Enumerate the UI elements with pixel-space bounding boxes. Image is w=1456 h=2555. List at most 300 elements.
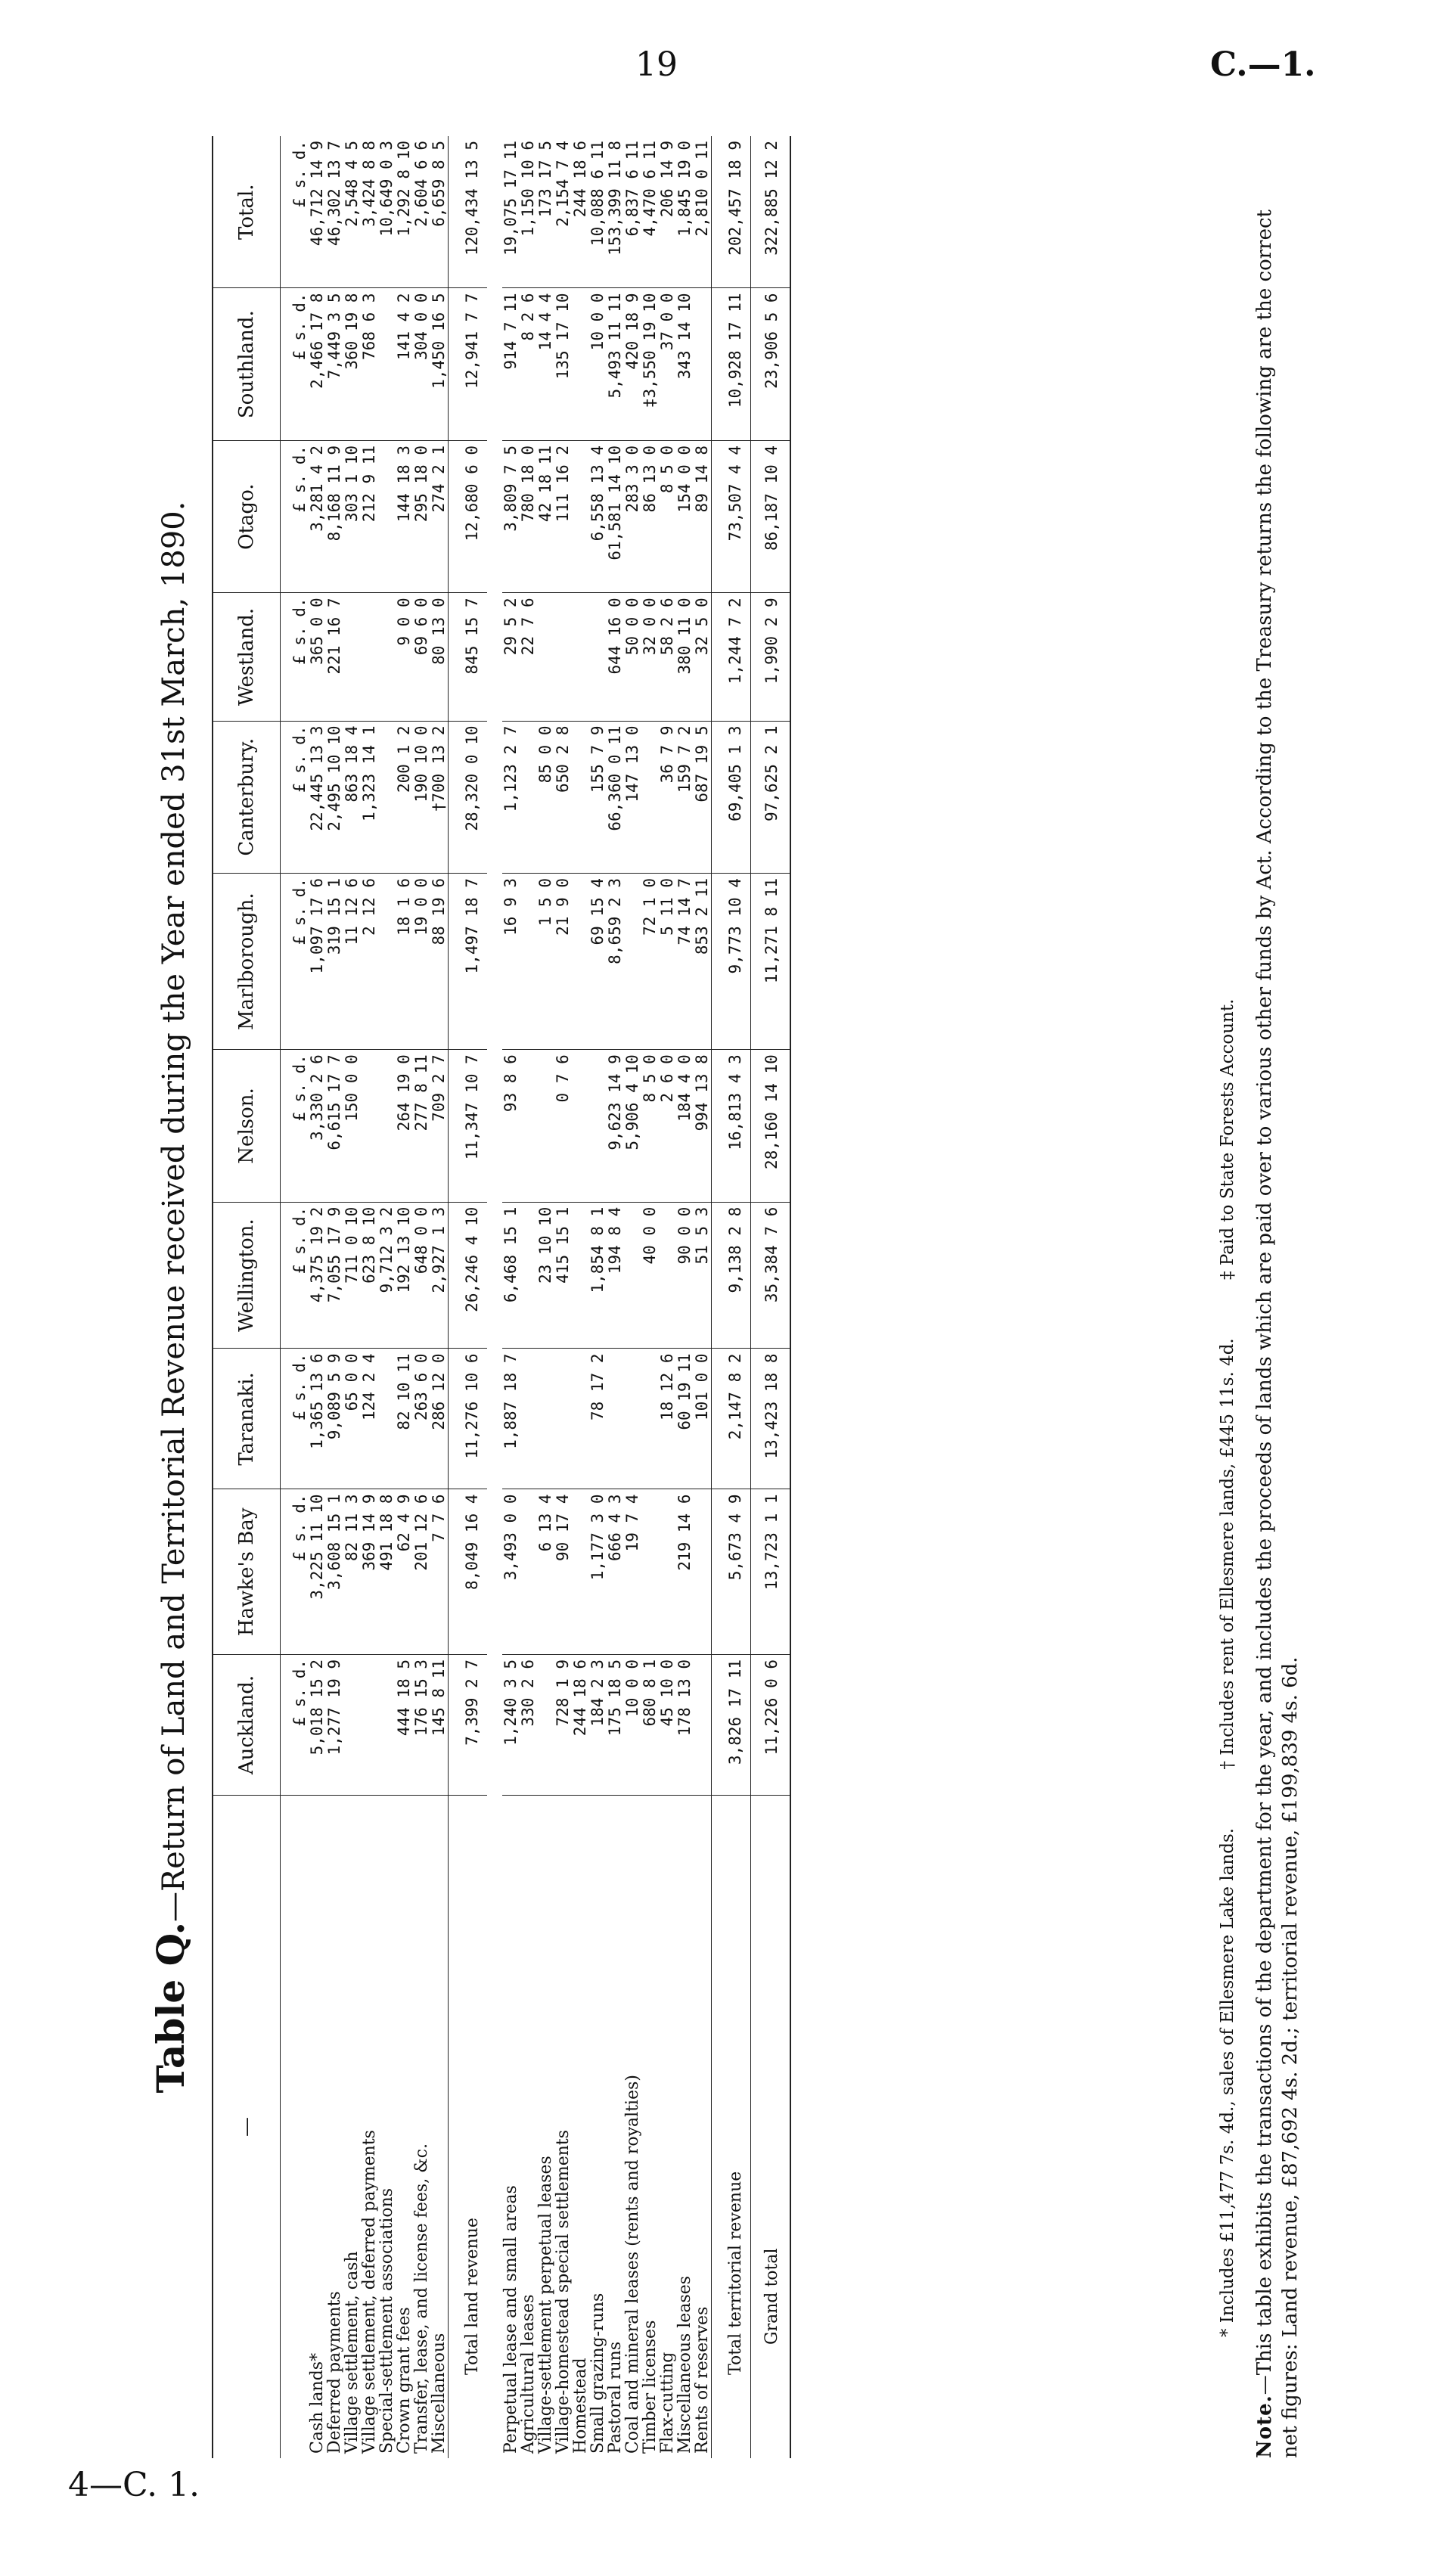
footnote-state-forests: ‡ Paid to State Forests Account. bbox=[1218, 998, 1237, 1280]
footnote-ellesmere-sales: * Includes £11,477 7s. 4d., sales of Ellesmere Lake lands. bbox=[1218, 1827, 1237, 2337]
value-cell: 51 5 3 bbox=[694, 1202, 712, 1349]
value-cell: 221 16 7 bbox=[326, 593, 343, 721]
value-cell bbox=[589, 1050, 607, 1202]
row-label: Total land revenue bbox=[449, 1796, 488, 2459]
value-cell: 16,813 4 3 bbox=[712, 1050, 751, 1202]
row-label: Miscellaneous bbox=[430, 2333, 449, 2454]
value-cell bbox=[378, 440, 396, 592]
value-cell bbox=[572, 440, 589, 592]
value-cell: 780 18 0 bbox=[520, 440, 537, 592]
value-cell: 93 8 6 bbox=[502, 1050, 520, 1202]
value-cell bbox=[694, 288, 712, 440]
row-label: Grand total bbox=[751, 1796, 791, 2459]
value-cell: 21 9 0 bbox=[554, 874, 572, 1050]
value-cell: 62 4 9 bbox=[396, 1489, 413, 1654]
value-cell: 2,154 7 4 bbox=[554, 136, 572, 288]
value-cell: 111 16 2 bbox=[554, 440, 572, 592]
value-cell bbox=[607, 1349, 624, 1489]
value-cell: 13,423 18 8 bbox=[751, 1349, 791, 1489]
value-cell: 10 0 0 bbox=[589, 288, 607, 440]
value-cell: 12,941 7 7 bbox=[449, 288, 488, 440]
value-cell: 150 0 0 bbox=[343, 1050, 361, 1202]
value-cell: 283 3 0 bbox=[624, 440, 641, 592]
value-cell: 7 7 6 bbox=[430, 1489, 449, 1654]
value-cell: 29 5 2 bbox=[502, 593, 520, 721]
value-cell: 28,160 14 10 bbox=[751, 1050, 791, 1202]
table-row bbox=[430, 136, 449, 2458]
value-cell: 200 1 2 bbox=[396, 721, 413, 874]
value-cell: 1,497 18 7 bbox=[449, 874, 488, 1050]
units-cell: £ s. d. bbox=[281, 288, 309, 440]
value-cell: 120,434 13 5 bbox=[449, 136, 488, 288]
value-cell: 11,226 0 6 bbox=[751, 1654, 791, 1795]
value-cell: 80 13 0 bbox=[430, 593, 449, 721]
value-cell bbox=[641, 721, 659, 874]
value-cell bbox=[554, 1349, 572, 1489]
value-cell bbox=[378, 721, 396, 874]
row-label: Total territorial revenue bbox=[712, 1796, 751, 2459]
table-title-text: —Return of Land and Territorial Revenue received during the Year ended 31st March, 1890. bbox=[157, 501, 191, 1922]
value-cell bbox=[378, 593, 396, 721]
value-cell: 35,384 7 6 bbox=[751, 1202, 791, 1349]
value-cell: 90 0 0 bbox=[676, 1202, 694, 1349]
value-cell: 6,837 6 11 bbox=[624, 136, 641, 288]
value-cell: 155 7 9 bbox=[589, 721, 607, 874]
row-label: Pastoral runs bbox=[606, 2341, 625, 2454]
value-cell: 13,723 1 1 bbox=[751, 1489, 791, 1654]
value-cell: 175 18 5 bbox=[607, 1654, 624, 1795]
value-cell: 3,809 7 5 bbox=[502, 440, 520, 592]
corner-reference: 4—C. 1. bbox=[68, 2466, 200, 2504]
value-cell: 8,168 11 9 bbox=[326, 440, 343, 592]
table-row bbox=[396, 136, 413, 2458]
value-cell: 1,845 19 0 bbox=[676, 136, 694, 288]
value-cell: 36 7 9 bbox=[659, 721, 676, 874]
table-row bbox=[378, 136, 396, 2458]
row-label: Miscellaneous leases bbox=[675, 2275, 694, 2454]
value-cell: 42 18 11 bbox=[537, 440, 554, 592]
value-cell: 9,138 2 8 bbox=[712, 1202, 751, 1349]
value-cell: 88 19 6 bbox=[430, 874, 449, 1050]
row-label: Village settlement, cash bbox=[343, 2251, 362, 2454]
value-cell: 9,712 3 2 bbox=[378, 1202, 396, 1349]
value-cell: 19 7 4 bbox=[624, 1489, 641, 1654]
value-cell: 201 12 6 bbox=[413, 1489, 430, 1654]
value-cell: 7,055 17 9 bbox=[326, 1202, 343, 1349]
value-cell: 85 0 0 bbox=[537, 721, 554, 874]
row-label: Rents of reserves bbox=[693, 2306, 712, 2454]
value-cell: 101 0 0 bbox=[694, 1349, 712, 1489]
value-cell: 32 5 0 bbox=[694, 593, 712, 721]
value-cell: 6,659 8 5 bbox=[430, 136, 449, 288]
table-row bbox=[554, 136, 572, 2458]
table-row bbox=[589, 136, 607, 2458]
value-cell: 7,399 2 7 bbox=[449, 1654, 488, 1795]
value-cell: 1,150 10 6 bbox=[520, 136, 537, 288]
value-cell: 11,271 8 11 bbox=[751, 874, 791, 1050]
value-cell bbox=[520, 874, 537, 1050]
units-cell: £ s. d. bbox=[281, 1489, 309, 1654]
table-row bbox=[309, 136, 326, 2458]
table-row bbox=[624, 136, 641, 2458]
value-cell: 1,365 13 6 bbox=[309, 1349, 326, 1489]
table-label: Table Q. bbox=[148, 1921, 193, 2094]
value-cell: 3,281 4 2 bbox=[309, 440, 326, 592]
value-cell: 69,405 1 3 bbox=[712, 721, 751, 874]
row-label: Village-homestead special settlements bbox=[554, 2129, 573, 2454]
value-cell: 491 18 8 bbox=[378, 1489, 396, 1654]
table-row bbox=[537, 136, 554, 2458]
value-cell: 2,810 0 11 bbox=[694, 136, 712, 288]
value-cell: 3,225 11 10 bbox=[309, 1489, 326, 1654]
value-cell bbox=[520, 1202, 537, 1349]
value-cell: 263 6 0 bbox=[413, 1349, 430, 1489]
value-cell: 5,493 11 11 bbox=[607, 288, 624, 440]
value-cell: 11,347 10 7 bbox=[449, 1050, 488, 1202]
value-cell: 1,292 8 10 bbox=[396, 136, 413, 288]
value-cell: 415 15 1 bbox=[554, 1202, 572, 1349]
table-row bbox=[676, 136, 694, 2458]
value-cell: 12,680 6 0 bbox=[449, 440, 488, 592]
value-cell bbox=[378, 1654, 396, 1795]
value-cell: 1,240 3 5 bbox=[502, 1654, 520, 1795]
value-cell: 1,323 14 1 bbox=[361, 721, 378, 874]
value-cell: 202,457 18 9 bbox=[712, 136, 751, 288]
value-cell: 176 15 3 bbox=[413, 1654, 430, 1795]
value-cell: 768 6 3 bbox=[361, 288, 378, 440]
value-cell: 914 7 11 bbox=[502, 288, 520, 440]
value-cell: 86 13 0 bbox=[641, 440, 659, 592]
value-cell: 1,887 18 7 bbox=[502, 1349, 520, 1489]
value-cell: 5 11 0 bbox=[659, 874, 676, 1050]
row-label: Agricultural leases bbox=[519, 2294, 538, 2454]
row-label: Village settlement, deferred payments bbox=[360, 2130, 379, 2454]
column-header: Otago. bbox=[213, 440, 281, 592]
column-header: Total. bbox=[213, 136, 281, 288]
value-cell bbox=[378, 288, 396, 440]
value-cell: 8 2 6 bbox=[520, 288, 537, 440]
value-cell: 304 0 0 bbox=[413, 288, 430, 440]
value-cell: 73,507 4 4 bbox=[712, 440, 751, 592]
row-label bbox=[281, 1796, 309, 2459]
value-cell: 360 19 8 bbox=[343, 288, 361, 440]
table-row bbox=[449, 136, 488, 2458]
row-label: Transfer, lease, and license fees, &c. bbox=[412, 2143, 431, 2454]
value-cell: 863 18 4 bbox=[343, 721, 361, 874]
table-row bbox=[712, 136, 751, 2458]
column-header: Marlborough. bbox=[213, 874, 281, 1050]
value-cell: 184 4 0 bbox=[676, 1050, 694, 1202]
value-cell: 3,608 15 1 bbox=[326, 1489, 343, 1654]
value-cell: 5,673 4 9 bbox=[712, 1489, 751, 1654]
value-cell: 10 0 0 bbox=[624, 1654, 641, 1795]
footnote-ellesmere-rent: † Includes rent of Ellesmere lands, £445 11s. 4d. bbox=[1218, 1338, 1237, 1770]
value-cell bbox=[520, 1050, 537, 1202]
value-cell: 1,177 3 0 bbox=[589, 1489, 607, 1654]
value-cell: 72 1 0 bbox=[641, 874, 659, 1050]
value-cell: 1,990 2 9 bbox=[751, 593, 791, 721]
value-cell: 244 18 6 bbox=[572, 1654, 589, 1795]
value-cell: 994 13 8 bbox=[694, 1050, 712, 1202]
value-cell: 420 18 9 bbox=[624, 288, 641, 440]
value-cell: 14 4 4 bbox=[537, 288, 554, 440]
units-cell: £ s. d. bbox=[281, 593, 309, 721]
row-label: Coal and mineral leases (rents and royalties) bbox=[623, 2075, 642, 2454]
value-cell: 1,097 17 6 bbox=[309, 874, 326, 1050]
table-row bbox=[343, 136, 361, 2458]
row-label: Homestead bbox=[571, 2358, 590, 2454]
value-cell: 22,445 13 3 bbox=[309, 721, 326, 874]
value-cell: 623 8 10 bbox=[361, 1202, 378, 1349]
value-cell: 9 0 0 bbox=[396, 593, 413, 721]
value-cell: 322,885 12 2 bbox=[751, 136, 791, 288]
value-cell bbox=[694, 1654, 712, 1795]
value-cell bbox=[572, 874, 589, 1050]
value-cell: 6,558 13 4 bbox=[589, 440, 607, 592]
value-cell: 666 4 3 bbox=[607, 1489, 624, 1654]
value-cell: 330 2 6 bbox=[520, 1654, 537, 1795]
value-cell bbox=[641, 1349, 659, 1489]
value-cell: 46,712 14 9 bbox=[309, 136, 326, 288]
value-cell: 82 11 3 bbox=[343, 1489, 361, 1654]
column-header-row bbox=[213, 136, 281, 2458]
value-cell: 154 0 0 bbox=[676, 440, 694, 592]
value-cell: 144 18 3 bbox=[396, 440, 413, 592]
value-cell: 173 17 5 bbox=[537, 136, 554, 288]
value-cell: 1 5 0 bbox=[537, 874, 554, 1050]
column-header: Hawke's Bay bbox=[213, 1489, 281, 1654]
value-cell: 192 13 10 bbox=[396, 1202, 413, 1349]
value-cell: 711 0 10 bbox=[343, 1202, 361, 1349]
value-cell: 190 10 0 bbox=[413, 721, 430, 874]
table-row bbox=[413, 136, 430, 2458]
value-cell: 60 19 11 bbox=[676, 1349, 694, 1489]
value-cell bbox=[624, 1202, 641, 1349]
units-cell: £ s. d. bbox=[281, 1349, 309, 1489]
value-cell bbox=[537, 1654, 554, 1795]
value-cell: 22 7 6 bbox=[520, 593, 537, 721]
value-cell: 8,659 2 3 bbox=[607, 874, 624, 1050]
table-row bbox=[361, 136, 378, 2458]
value-cell: 10,649 0 3 bbox=[378, 136, 396, 288]
value-cell: 206 14 9 bbox=[659, 136, 676, 288]
value-cell bbox=[537, 1050, 554, 1202]
value-cell: 2 6 0 bbox=[659, 1050, 676, 1202]
value-cell: 1,277 19 9 bbox=[326, 1654, 343, 1795]
note-label: Note. bbox=[1253, 2395, 1276, 2458]
value-cell: 380 11 0 bbox=[676, 593, 694, 721]
value-cell bbox=[537, 1349, 554, 1489]
value-cell: 4,375 19 2 bbox=[309, 1202, 326, 1349]
value-cell: 78 17 2 bbox=[589, 1349, 607, 1489]
value-cell: 2,147 8 2 bbox=[712, 1349, 751, 1489]
column-header: Southland. bbox=[213, 288, 281, 440]
units-cell: £ s. d. bbox=[281, 1202, 309, 1349]
value-cell: 58 2 6 bbox=[659, 593, 676, 721]
value-cell: 124 2 4 bbox=[361, 1349, 378, 1489]
value-cell: 8,049 16 4 bbox=[449, 1489, 488, 1654]
note-text: —This table exhibits the transactions of the department for the year, and includes the proceeds of lands which are paid over to various other funds by Act. According to the Treasury returns the following are the correct net figures: Land revenue, £87,692 4s. 2d.; territorial revenue, £199,839 4s. 6d. bbox=[1253, 210, 1302, 2458]
value-cell: 19,075 17 11 bbox=[502, 136, 520, 288]
value-cell: 3,493 0 0 bbox=[502, 1489, 520, 1654]
value-cell: 648 0 0 bbox=[413, 1202, 430, 1349]
value-cell: 9,773 10 4 bbox=[712, 874, 751, 1050]
column-header: Wellington. bbox=[213, 1202, 281, 1349]
value-cell: 147 13 0 bbox=[624, 721, 641, 874]
value-cell: 159 7 2 bbox=[676, 721, 694, 874]
value-cell: 6,615 17 7 bbox=[326, 1050, 343, 1202]
value-cell bbox=[624, 874, 641, 1050]
units-cell: £ s. d. bbox=[281, 874, 309, 1050]
value-cell: 37 0 0 bbox=[659, 288, 676, 440]
description-column-header: — bbox=[213, 1796, 281, 2459]
value-cell: 69 15 4 bbox=[589, 874, 607, 1050]
value-cell: 343 14 10 bbox=[676, 288, 694, 440]
row-label: Perpetual lease and small areas bbox=[501, 2185, 520, 2454]
value-cell bbox=[694, 1489, 712, 1654]
value-cell: 0 7 6 bbox=[554, 1050, 572, 1202]
value-cell bbox=[520, 1489, 537, 1654]
column-header: Canterbury. bbox=[213, 721, 281, 874]
value-cell: 45 10 0 bbox=[659, 1654, 676, 1795]
table-title bbox=[148, 136, 194, 2458]
value-cell bbox=[361, 593, 378, 721]
value-cell: 145 8 11 bbox=[430, 1654, 449, 1795]
row-label: Village-settlement perpetual leases bbox=[536, 2156, 555, 2454]
value-cell bbox=[554, 593, 572, 721]
value-cell: 2,604 6 6 bbox=[413, 136, 430, 288]
value-cell bbox=[659, 1202, 676, 1349]
table-row bbox=[520, 136, 537, 2458]
value-cell: 2,548 4 5 bbox=[343, 136, 361, 288]
value-cell: 2 12 6 bbox=[361, 874, 378, 1050]
value-cell: 845 15 7 bbox=[449, 593, 488, 721]
table-row bbox=[572, 136, 589, 2458]
value-cell: 1,450 16 5 bbox=[430, 288, 449, 440]
table-row bbox=[751, 136, 791, 2458]
units-cell: £ s. d. bbox=[281, 1050, 309, 1202]
column-header: Taranaki. bbox=[213, 1349, 281, 1489]
value-cell: 853 2 11 bbox=[694, 874, 712, 1050]
value-cell bbox=[641, 1489, 659, 1654]
value-cell: 295 18 0 bbox=[413, 440, 430, 592]
value-cell: 178 13 0 bbox=[676, 1654, 694, 1795]
value-cell: 69 6 0 bbox=[413, 593, 430, 721]
row-label: Crown grant fees bbox=[395, 2307, 414, 2454]
table-row bbox=[326, 136, 343, 2458]
value-cell bbox=[572, 1489, 589, 1654]
value-cell bbox=[520, 721, 537, 874]
value-cell: 303 1 10 bbox=[343, 440, 361, 592]
value-cell bbox=[378, 1349, 396, 1489]
value-cell: 50 0 0 bbox=[624, 593, 641, 721]
value-cell: 6,468 15 1 bbox=[502, 1202, 520, 1349]
value-cell: 66,360 0 11 bbox=[607, 721, 624, 874]
value-cell: 141 4 2 bbox=[396, 288, 413, 440]
value-cell: 11,276 10 6 bbox=[449, 1349, 488, 1489]
value-cell bbox=[572, 1202, 589, 1349]
value-cell bbox=[361, 1654, 378, 1795]
document-reference: C.—1. bbox=[1210, 45, 1316, 84]
value-cell bbox=[589, 593, 607, 721]
value-cell: 5,018 15 2 bbox=[309, 1654, 326, 1795]
value-cell: †700 13 2 bbox=[430, 721, 449, 874]
value-cell bbox=[343, 1654, 361, 1795]
value-cell: 264 19 0 bbox=[396, 1050, 413, 1202]
value-cell: ‡3,550 19 10 bbox=[641, 288, 659, 440]
value-cell bbox=[572, 1349, 589, 1489]
value-cell: 2,495 10 10 bbox=[326, 721, 343, 874]
value-cell: 90 17 4 bbox=[554, 1489, 572, 1654]
value-cell bbox=[624, 1349, 641, 1489]
table-row bbox=[694, 136, 712, 2458]
value-cell: 26,246 4 10 bbox=[449, 1202, 488, 1349]
value-cell: 244 18 6 bbox=[572, 136, 589, 288]
value-cell: 46,302 13 7 bbox=[326, 136, 343, 288]
value-cell: 10,928 17 11 bbox=[712, 288, 751, 440]
value-cell: 3,826 17 11 bbox=[712, 1654, 751, 1795]
value-cell: 1,123 2 7 bbox=[502, 721, 520, 874]
value-cell bbox=[537, 593, 554, 721]
value-cell: 709 2 7 bbox=[430, 1050, 449, 1202]
spacer-row bbox=[487, 136, 502, 2458]
page-number: 19 bbox=[635, 45, 678, 84]
value-cell: 5,906 4 10 bbox=[624, 1050, 641, 1202]
value-cell: 650 2 8 bbox=[554, 721, 572, 874]
value-cell: 680 8 1 bbox=[641, 1654, 659, 1795]
value-cell: 3,424 8 8 bbox=[361, 136, 378, 288]
value-cell: 274 2 1 bbox=[430, 440, 449, 592]
value-cell: 8 5 0 bbox=[659, 440, 676, 592]
units-cell: £ s. d. bbox=[281, 1654, 309, 1795]
value-cell: 97,625 2 1 bbox=[751, 721, 791, 874]
table-row bbox=[659, 136, 676, 2458]
value-cell: 194 8 4 bbox=[607, 1202, 624, 1349]
value-cell: 1,854 8 1 bbox=[589, 1202, 607, 1349]
value-cell: 40 0 0 bbox=[641, 1202, 659, 1349]
value-cell: 74 14 7 bbox=[676, 874, 694, 1050]
units-cell: £ s. d. bbox=[281, 136, 309, 288]
value-cell: 9,623 14 9 bbox=[607, 1050, 624, 1202]
value-cell: 19 0 0 bbox=[413, 874, 430, 1050]
footnotes bbox=[1218, 144, 1237, 2337]
value-cell bbox=[378, 874, 396, 1050]
rotated-table-region bbox=[148, 136, 1437, 2458]
value-cell: 3,330 2 6 bbox=[309, 1050, 326, 1202]
column-header: Auckland. bbox=[213, 1654, 281, 1795]
value-cell bbox=[572, 288, 589, 440]
row-label: Small grazing-runs bbox=[588, 2293, 607, 2454]
value-cell: 89 14 8 bbox=[694, 440, 712, 592]
units-row bbox=[281, 136, 309, 2458]
value-cell: 184 2 3 bbox=[589, 1654, 607, 1795]
value-cell: 8 5 0 bbox=[641, 1050, 659, 1202]
value-cell bbox=[343, 593, 361, 721]
value-cell: 319 15 1 bbox=[326, 874, 343, 1050]
table-row bbox=[607, 136, 624, 2458]
row-label: Flax-cutting bbox=[658, 2352, 677, 2454]
value-cell: 365 0 0 bbox=[309, 593, 326, 721]
revenue-table-body bbox=[281, 136, 791, 2458]
value-cell: 212 9 11 bbox=[361, 440, 378, 592]
value-cell: 86,187 10 4 bbox=[751, 440, 791, 592]
value-cell: 6 13 4 bbox=[537, 1489, 554, 1654]
value-cell: 11 12 6 bbox=[343, 874, 361, 1050]
value-cell: 687 19 5 bbox=[694, 721, 712, 874]
row-label: Special-settlement associations bbox=[377, 2187, 396, 2454]
value-cell: 10,088 6 11 bbox=[589, 136, 607, 288]
column-header: Westland. bbox=[213, 593, 281, 721]
